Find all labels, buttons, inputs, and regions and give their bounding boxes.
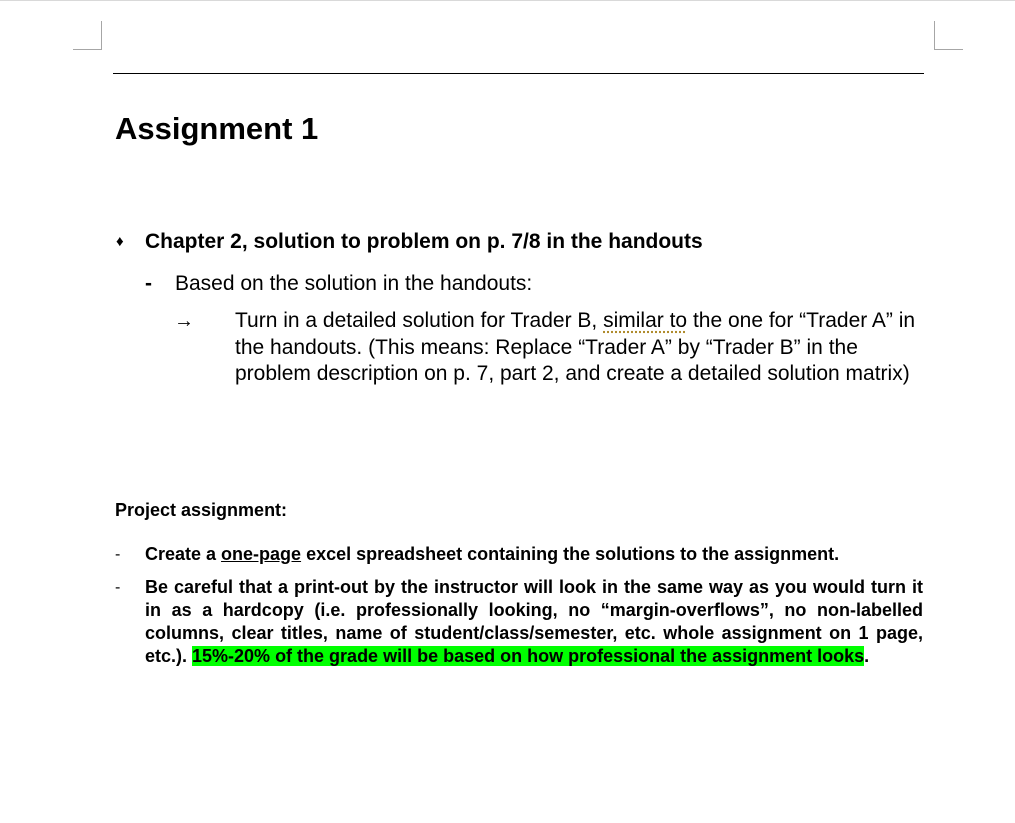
page-title: Assignment 1 [115, 111, 319, 146]
crop-mark-left-horizontal [73, 49, 102, 50]
dash-bullet: - [115, 546, 121, 563]
crop-mark-right-horizontal [934, 49, 963, 50]
instruction-text-part-a: Turn in a detailed solution for Trader B, [235, 309, 604, 332]
crop-mark-right-vertical [934, 21, 935, 50]
crop-mark-left-vertical [101, 21, 102, 50]
grammar-flagged-phrase[interactable]: similar to [603, 309, 688, 332]
project-bullet-1-text [145, 543, 923, 566]
header-rule [113, 73, 924, 74]
sub-item-text: Based on the solution in the handouts: [175, 272, 533, 295]
dash-bullet: - [115, 579, 121, 596]
chapter-item-text: Chapter 2, solution to problem on p. 7/8 in the handouts [145, 230, 703, 253]
diamond-bullet-icon: ♦ [116, 233, 124, 250]
underlined-phrase: one-page [221, 544, 302, 564]
instruction-text-part-b: the one for “Trader A” in the handouts. (This means: Replace “Trader A” by “Trader B” in the problem description on p. 7, part 2, and create a detailed solution matrix) [235, 309, 916, 385]
page-top-border [0, 0, 1015, 1]
bullet-2-text: Be careful that a print-out by the instructor will look in the same way as you would turn it in as a hardcopy (i.e. professionally looking, no “margin-overflows”, no non-labelled columns, clear titles, name of student/class/semester, etc. whole assignment on 1 page, etc.). [145, 577, 923, 666]
instruction-text [235, 308, 925, 388]
dash-bullet: - [145, 272, 152, 295]
project-bullet-2-text [145, 576, 923, 668]
highlighted-phrase: 15%-20% of the grade will be based on how professional the assignment looks [192, 646, 865, 666]
project-heading: Project assignment: [115, 500, 288, 520]
bullet-1-after: excel spreadsheet containing the solutions to the assignment. [301, 544, 840, 564]
bullet-1-before: Create a [145, 544, 222, 564]
arrow-right-icon: → [174, 310, 194, 332]
bullet-2-end: . [864, 646, 870, 666]
